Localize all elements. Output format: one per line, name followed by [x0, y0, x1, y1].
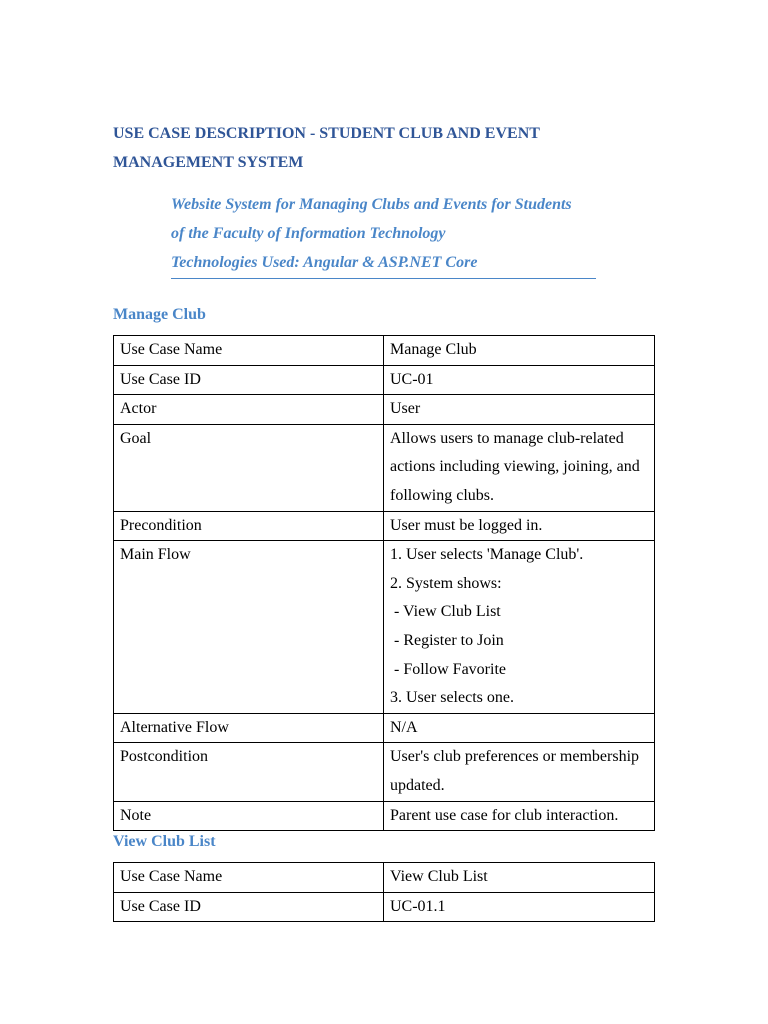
row-value: [384, 336, 655, 366]
section-heading-manage-club: Manage Club: [113, 306, 206, 323]
use-case-table-manage-club: [113, 335, 655, 831]
table-row: [114, 541, 655, 714]
row-value-line: User must be logged in.: [390, 516, 543, 534]
row-value-line: following clubs.: [390, 486, 494, 504]
document-subtitle: [171, 190, 596, 279]
row-value-line: Manage Club: [390, 341, 477, 358]
row-value-line: View Club List: [390, 868, 488, 885]
row-value: [384, 743, 655, 801]
table-row: [114, 892, 655, 922]
row-value-line: 1. User selects 'Manage Club'.: [390, 546, 584, 564]
row-value-line: UC-01.1: [390, 897, 446, 915]
row-value-line: Parent use case for club interaction.: [390, 806, 619, 824]
row-label: Goal: [114, 424, 384, 511]
row-value: [384, 892, 655, 922]
row-value: [384, 863, 655, 893]
row-value-line: - Register to Join: [390, 631, 504, 649]
row-value-line: updated.: [390, 776, 445, 794]
row-value-line: User: [390, 400, 421, 418]
row-value: [384, 395, 655, 425]
row-value-line: - Follow Favorite: [390, 660, 506, 678]
row-value-line: UC-01: [390, 370, 434, 388]
row-value-line: 2. System shows:: [390, 574, 502, 592]
table-row: [114, 336, 655, 366]
table-row: [114, 713, 655, 743]
row-label: Postcondition: [114, 743, 384, 801]
row-value: [384, 365, 655, 395]
row-value-line: Allows users to manage club-related: [390, 429, 624, 447]
table-row: [114, 424, 655, 511]
row-value: [384, 424, 655, 511]
row-label: Use Case Name: [114, 336, 384, 366]
document-title-line-1: USE CASE DESCRIPTION - STUDENT CLUB AND EVENT: [113, 125, 540, 142]
use-case-table-view-club-list: [113, 862, 655, 922]
subtitle-line: Technologies Used: Angular & ASP.NET Core: [171, 254, 478, 271]
row-label: Actor: [114, 395, 384, 425]
row-label: Note: [114, 801, 384, 831]
table-row: [114, 365, 655, 395]
row-value: [384, 801, 655, 831]
row-label: Alternative Flow: [114, 713, 384, 743]
row-label: Use Case Name: [114, 863, 384, 893]
document-title-line-2: MANAGEMENT SYSTEM: [113, 154, 304, 171]
row-value: [384, 511, 655, 541]
row-label: Main Flow: [114, 541, 384, 714]
row-label: Precondition: [114, 511, 384, 541]
row-value: [384, 713, 655, 743]
row-value-line: - View Club List: [390, 603, 501, 621]
row-label: Use Case ID: [114, 892, 384, 922]
table-row: [114, 511, 655, 541]
row-value-line: 3. User selects one.: [390, 689, 514, 707]
row-value: [384, 541, 655, 714]
section-heading-view-club-list: View Club List: [113, 833, 216, 850]
row-value-line: User's club preferences or membership: [390, 748, 640, 766]
row-label: Use Case ID: [114, 365, 384, 395]
row-value-line: actions including viewing, joining, and: [390, 458, 640, 476]
row-value-line: N/A: [390, 718, 418, 736]
table-row: [114, 801, 655, 831]
table-row: [114, 395, 655, 425]
subtitle-line: Website System for Managing Clubs and Events for Students: [171, 196, 572, 213]
table-row: [114, 743, 655, 801]
table-row: [114, 863, 655, 893]
subtitle-line: of the Faculty of Information Technology: [171, 225, 446, 242]
document-title: [113, 119, 673, 177]
